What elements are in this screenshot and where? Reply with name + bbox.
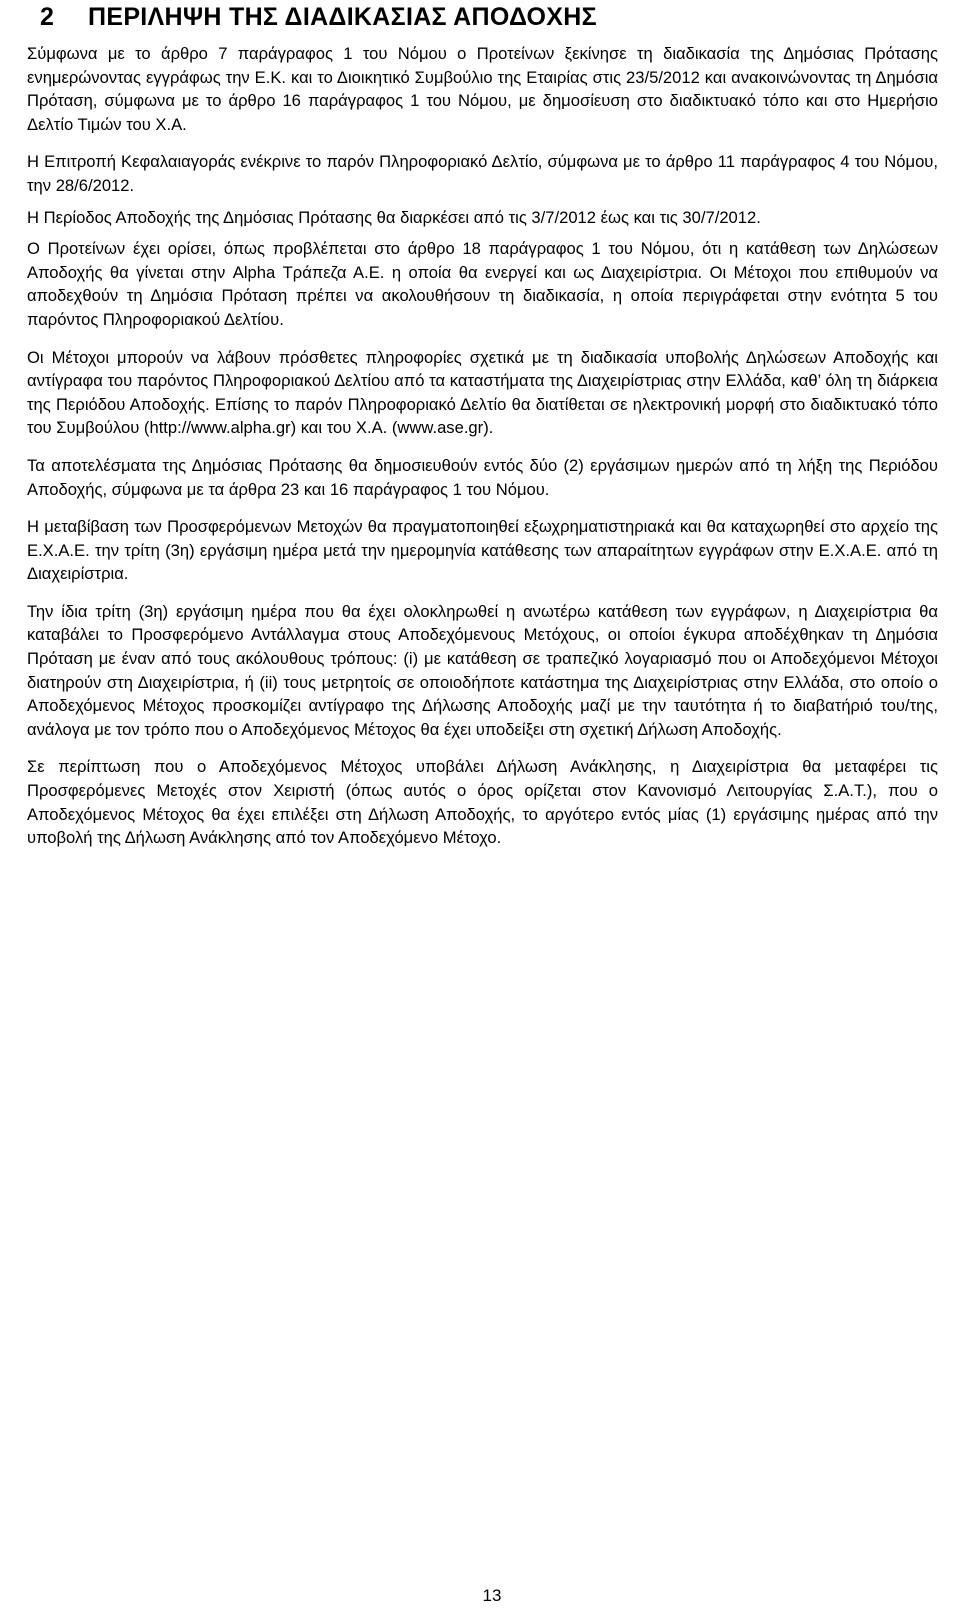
page-number-footer: [0, 1586, 960, 1606]
section-title: ΠΕΡΙΛΗΨΗ ΤΗΣ ΔΙΑΔΙΚΑΣΙΑΣ ΑΠΟΔΟΧΗΣ: [88, 3, 597, 31]
section-number: 2: [40, 3, 55, 31]
paragraph-results: Τα αποτελέσματα της Δημόσιας Πρότασης θα δημοσιευθούν εντός δύο (2) εργάσιμων ημερών από τη λήξη της Περιόδου Αποδοχής, σύμφωνα με τα άρθρα 23 και 16 παράγραφος 1 του Νόμου.: [27, 455, 938, 499]
document-body: [27, 42, 938, 864]
paragraph-information: Οι Μέτοχοι μπορούν να λάβουν πρόσθετες πληροφορίες σχετικά με τη διαδικασία υποβολής Δηλώσεων Αποδοχής και αντίγραφα του παρόντος Πληροφοριακού Δελτίου από τα καταστήματα της Διαχειρίστριας στην Ελλάδα, καθ’ όλη τη διάρκεια της Περιόδου Αποδοχής. Επίσης το παρόν Πληροφοριακό Δελτίο θα διατίθεται σε ηλεκτρονική μορφή στο διαδικτυακό τόπο του Συμβούλου (http://www.alpha.gr) και του Χ.Α. (www.ase.gr).: [27, 347, 938, 438]
paragraph-acceptance-period: Η Περίοδος Αποδοχής της Δημόσιας Πρότασης θα διαρκέσει από τις 3/7/2012 έως και τις 30/7/2012.: [27, 207, 761, 227]
paragraph-initiation: Σύμφωνα με το άρθρο 7 παράγραφος 1 του Νόμου ο Προτείνων ξεκίνησε τη διαδικασία της Δημόσιας Πρότασης ενημερώνοντας εγγράφως την Ε.Κ. και το Διοικητικό Συμβούλιο της Εταιρίας στις 23/5/2012 και ανακοινώνοντας τη Δημόσια Πρόταση, σύμφωνα με το άρθρο 16 παράγραφος 1 του Νόμου, με δημοσίευση στο διαδικτυακό τόπο και στο Ημερήσιο Δελτίο Τιμών του Χ.Α.: [27, 44, 938, 134]
page-number: 13: [482, 1586, 502, 1605]
paragraph-administrator: Ο Προτείνων έχει ορίσει, όπως προβλέπεται στο άρθρο 18 παράγραφος 1 του Νόμου, ότι η κατάθεση των Δηλώσεων Αποδοχής θα γίνεται στην Alpha Τράπεζα Α.Ε. η οποία θα ενεργεί και ως Διαχειρίστρια. Οι Μέτοχοι που επιθυμούν να αποδεχθούν τη Δημόσια Πρόταση πρέπει να ακολουθήσουν τη διαδικασία, η οποία περιγράφεται στην ενότητα 5 του παρόντος Πληροφοριακού Δελτίου.: [27, 239, 938, 329]
section-heading: [40, 0, 597, 32]
paragraph-approval: Η Επιτροπή Κεφαλαιαγοράς ενέκρινε το παρόν Πληροφοριακό Δελτίο, σύμφωνα με το άρθρο 11 παράγραφος 4 του Νόμου, την 28/6/2012.: [27, 152, 938, 195]
paragraph-payment: Την ίδια τρίτη (3η) εργάσιμη ημέρα που θα έχει ολοκληρωθεί η ανωτέρω κατάθεση των εγγράφων, η Διαχειρίστρια θα καταβάλει το Προσφερόμενο Αντάλλαγμα στους Αποδεχόμενους Μετόχους, οι οποίοι έγκυρα αποδέχθηκαν τη Δημόσια Πρόταση με έναν από τους ακόλουθους τρόπους: (i) με κατάθεση σε τραπεζικό λογαριασμό που οι Αποδεχόμενοι Μέτοχοι διατηρούν στη Διαχειρίστρια, ή (ii) τους μετρητοίς σε οποιοδήποτε κατάστημα της Διαχειρίστριας στην Ελλάδα, στο οποίο ο Αποδεχόμενος Μέτοχος προσκομίζει αντίγραφο της Δήλωσης Αποδοχής μαζί με την ταυτότητα ή το διαβατήριό του/της, ανάλογα με τον τρόπο που ο Αποδεχόμενος Μέτοχος θα έχει υποδείξει στη σχετική Δήλωση Αποδοχής.: [27, 601, 938, 739]
paragraph-revocation: Σε περίπτωση που ο Αποδεχόμενος Μέτοχος υποβάλει Δήλωση Ανάκλησης, η Διαχειρίστρια θα μεταφέρει τις Προσφερόμενες Μετοχές στον Χειριστή (όπως αυτός ο όρος ορίζεται στον Κανονισμό Λειτουργίας Σ.Α.Τ.), που ο Αποδεχόμενος Μέτοχος θα έχει επιλέξει στη Δήλωση Αποδοχής, το αργότερο εντός μίας (1) εργάσιμης ημέρας από την υποβολή της Δήλωση Ανάκλησης από τον Αποδεχόμενο Μέτοχο.: [27, 757, 938, 848]
paragraph-transfer: Η μεταβίβαση των Προσφερόμενων Μετοχών θα πραγματοποιηθεί εξωχρηματιστηριακά και θα καταχωρηθεί στο αρχείο της Ε.Χ.Α.Ε. την τρίτη (3η) εργάσιμη ημέρα μετά την ημερομηνία κατάθεσης των απαραίτητων εγγράφων στην Ε.Χ.Α.Ε. από τη Διαχειρίστρια.: [27, 517, 938, 584]
